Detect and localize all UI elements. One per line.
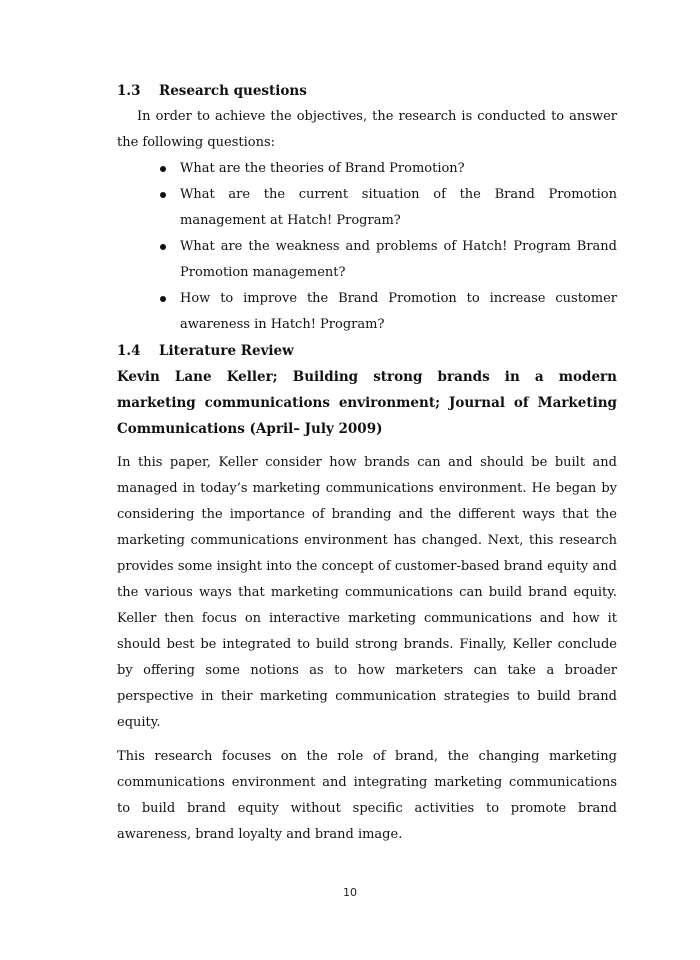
- bullet-icon: [160, 192, 166, 198]
- bullet-icon: [160, 166, 166, 172]
- list-item: [117, 156, 617, 182]
- page-number: 10: [343, 886, 357, 899]
- question-text: How to improve the Brand Promotion to increase customer awareness in Hatch! Program?: [180, 291, 617, 332]
- list-item: [117, 182, 617, 234]
- section-heading-literature-review: [117, 338, 617, 364]
- page-content: [117, 78, 617, 848]
- literature-paragraph-2: This research focuses on the role of brand, the changing marketing communications environment and integrating marketing communications to build brand equity without specific activities to promote brand awareness, brand loyalty and brand image.: [117, 749, 617, 842]
- question-text: What are the current situation of the Brand Promotion management at Hatch! Program?: [180, 187, 617, 228]
- bullet-icon: [160, 244, 166, 250]
- section-number: 1.3: [117, 83, 141, 99]
- section-number: 1.4: [117, 343, 141, 359]
- section-title: Literature Review: [159, 343, 294, 359]
- research-questions-list: [117, 156, 617, 338]
- question-text: What are the weakness and problems of Hatch! Program Brand Promotion management?: [180, 239, 617, 280]
- literature-source-citation: Kevin Lane Keller; Building strong brands in a modern marketing communications environment; Journal of Marketing Communications (April– July 2009): [117, 369, 617, 437]
- list-item: [117, 286, 617, 338]
- section-title: Research questions: [159, 83, 307, 99]
- spacer: [117, 442, 617, 450]
- section-heading-research-questions: [117, 78, 617, 104]
- bullet-icon: [160, 296, 166, 302]
- list-item: [117, 234, 617, 286]
- spacer: [117, 736, 617, 744]
- question-text: What are the theories of Brand Promotion?: [180, 161, 465, 176]
- literature-paragraph-1: In this paper, Keller consider how brands can and should be built and managed in today’s marketing communications environment. He began by considering the importance of branding and the different ways that the marketing communications environment has changed. Next, this research provides some insight into the concept of customer-based brand equity and the various ways that marketing communications can build brand equity. Keller then focus on interactive marketing communications and how it should best be integrated to build strong brands. Finally, Keller conclude by offering some notions as to how marketers can take a broader perspective in their marketing communication strategies to build brand equity.: [117, 455, 617, 730]
- research-questions-intro: In order to achieve the objectives, the research is conducted to answer the following questions:: [117, 109, 617, 150]
